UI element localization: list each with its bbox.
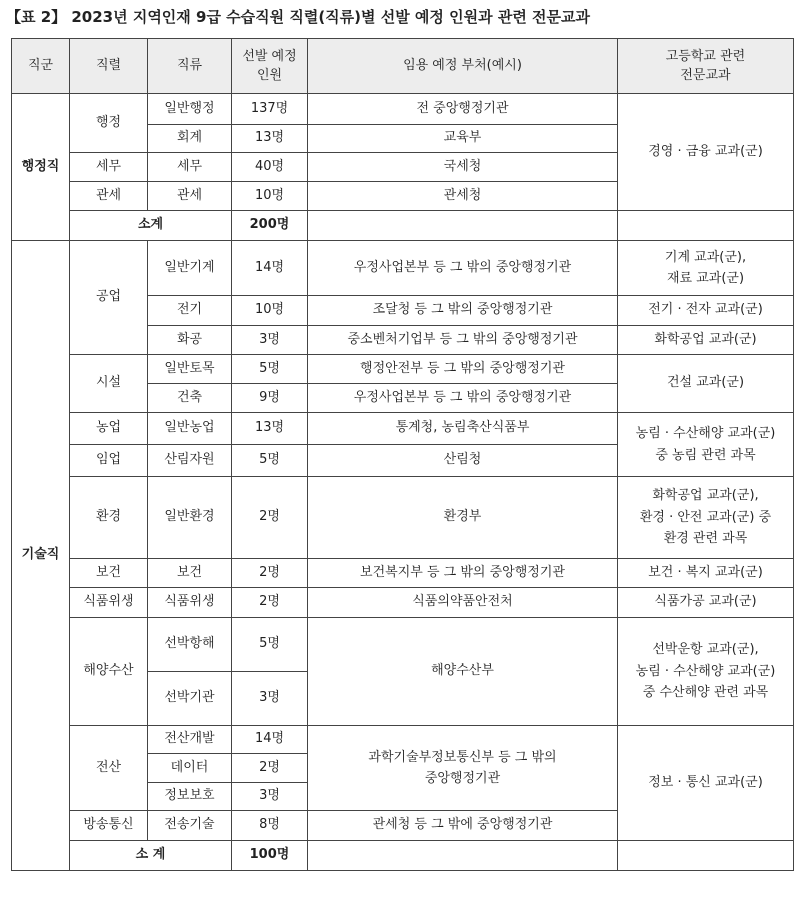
subject-cell: 전기 · 전자 교과(군) xyxy=(618,296,794,326)
count-cell: 14명 xyxy=(232,726,308,754)
dept-cell: 전 중앙행정기관 xyxy=(308,94,618,125)
subtotal-count: 200명 xyxy=(232,211,308,241)
subject-cell xyxy=(618,477,794,559)
class-cell: 데이터 xyxy=(148,754,232,783)
header-count-line2: 인원 xyxy=(256,68,283,83)
dept-line: 중앙행정기관 xyxy=(424,771,501,786)
count-cell: 5명 xyxy=(232,618,308,672)
header-dept: 임용 예정 부처(예시) xyxy=(308,39,618,94)
series-cell: 보건 xyxy=(70,559,148,588)
count-cell: 3명 xyxy=(232,672,308,726)
table-row xyxy=(12,726,794,754)
table-row xyxy=(12,241,794,296)
series-cell: 공업 xyxy=(70,241,148,355)
subtotal-label: 소계 xyxy=(70,211,232,241)
class-cell: 선박기관 xyxy=(148,672,232,726)
count-cell: 2명 xyxy=(232,477,308,559)
subject-line: 선박운항 교과(군), xyxy=(652,642,759,658)
subject-line: 농림 · 수산해양 교과(군) xyxy=(635,426,776,442)
count-cell: 137명 xyxy=(232,94,308,125)
dept-cell: 행정안전부 등 그 밖의 중앙행정기관 xyxy=(308,355,618,384)
table-row xyxy=(12,559,794,588)
class-cell: 선박항해 xyxy=(148,618,232,672)
table-row xyxy=(12,588,794,618)
class-cell: 전송기술 xyxy=(148,811,232,841)
table-row xyxy=(12,413,794,445)
header-count-line1: 선발 예정 xyxy=(242,48,297,64)
class-cell: 정보보호 xyxy=(148,783,232,811)
subject-line: 화학공업 교과(군), xyxy=(652,488,759,504)
dept-cell: 환경부 xyxy=(308,477,618,559)
count-cell: 10명 xyxy=(232,296,308,326)
header-row xyxy=(12,39,794,94)
table-title: 【표 2】 2023년 지역인재 9급 수습직원 직렬(직류)별 선발 예정 인원과 관련 전문교과 xyxy=(6,8,590,26)
class-cell: 식품위생 xyxy=(148,588,232,618)
table-row xyxy=(12,618,794,672)
count-cell: 14명 xyxy=(232,241,308,296)
series-cell: 해양수산 xyxy=(70,618,148,726)
class-cell: 일반기계 xyxy=(148,241,232,296)
dept-cell: 조달청 등 그 밖의 중앙행정기관 xyxy=(308,296,618,326)
subtotal-label: 소 계 xyxy=(70,841,232,871)
header-subject-line2: 전문교과 xyxy=(680,68,731,83)
empty-cell xyxy=(618,841,794,871)
dept-cell: 산림청 xyxy=(308,445,618,477)
count-cell: 3명 xyxy=(232,326,308,355)
series-cell: 식품위생 xyxy=(70,588,148,618)
dept-cell: 식품의약품안전처 xyxy=(308,588,618,618)
count-cell: 13명 xyxy=(232,413,308,445)
dept-cell: 교육부 xyxy=(308,125,618,153)
series-cell: 전산 xyxy=(70,726,148,811)
subject-cell: 화학공업 교과(군) xyxy=(618,326,794,355)
subject-cell: 건설 교과(군) xyxy=(618,355,794,413)
dept-cell xyxy=(308,726,618,811)
class-cell: 일반농업 xyxy=(148,413,232,445)
series-cell: 행정 xyxy=(70,94,148,153)
recruitment-table xyxy=(11,38,794,871)
series-cell: 방송통신 xyxy=(70,811,148,841)
class-cell: 회계 xyxy=(148,125,232,153)
subject-line: 중 수산해양 관련 과목 xyxy=(642,685,769,701)
count-cell: 9명 xyxy=(232,384,308,413)
empty-cell xyxy=(308,211,618,241)
subject-cell: 정보 · 통신 교과(군) xyxy=(618,726,794,841)
subtotal-count: 100명 xyxy=(232,841,308,871)
series-cell: 시설 xyxy=(70,355,148,413)
count-cell: 40명 xyxy=(232,153,308,182)
group-cell-admin: 행정직 xyxy=(12,94,70,241)
group-cell-tech: 기술직 xyxy=(12,241,70,871)
count-cell: 3명 xyxy=(232,783,308,811)
dept-cell: 우정사업본부 등 그 밖의 중앙행정기관 xyxy=(308,241,618,296)
table-row xyxy=(12,477,794,559)
dept-cell: 중소벤처기업부 등 그 밖의 중앙행정기관 xyxy=(308,326,618,355)
subject-cell: 식품가공 교과(군) xyxy=(618,588,794,618)
count-cell: 5명 xyxy=(232,355,308,384)
class-cell: 일반토목 xyxy=(148,355,232,384)
count-cell: 2명 xyxy=(232,754,308,783)
subtotal-row xyxy=(12,841,794,871)
class-cell: 전산개발 xyxy=(148,726,232,754)
series-cell: 임업 xyxy=(70,445,148,477)
dept-cell: 해양수산부 xyxy=(308,618,618,726)
subject-cell: 경영 · 금융 교과(군) xyxy=(618,94,794,211)
header-subject-line1: 고등학교 관련 xyxy=(665,48,746,64)
class-cell: 전기 xyxy=(148,296,232,326)
dept-line: 과학기술부정보통신부 등 그 밖의 xyxy=(368,749,557,765)
empty-cell xyxy=(618,211,794,241)
class-cell: 일반행정 xyxy=(148,94,232,125)
subject-line: 재료 교과(군) xyxy=(666,271,745,286)
subject-cell xyxy=(618,618,794,726)
dept-cell: 관세청 등 그 밖에 중앙행정기관 xyxy=(308,811,618,841)
header-group: 직군 xyxy=(12,39,70,94)
subject-line: 중 농림 관련 과목 xyxy=(655,447,756,463)
table-row xyxy=(12,94,794,125)
count-cell: 5명 xyxy=(232,445,308,477)
dept-cell: 관세청 xyxy=(308,182,618,211)
class-cell: 보건 xyxy=(148,559,232,588)
subject-cell: 보건 · 복지 교과(군) xyxy=(618,559,794,588)
count-cell: 13명 xyxy=(232,125,308,153)
count-cell: 2명 xyxy=(232,559,308,588)
subject-line: 농림 · 수산해양 교과(군) xyxy=(635,663,776,679)
class-cell: 건축 xyxy=(148,384,232,413)
count-cell: 2명 xyxy=(232,588,308,618)
dept-cell: 국세청 xyxy=(308,153,618,182)
series-cell: 농업 xyxy=(70,413,148,445)
subject-line: 환경 관련 과목 xyxy=(663,531,748,547)
series-cell: 세무 xyxy=(70,153,148,182)
dept-cell: 우정사업본부 등 그 밖의 중앙행정기관 xyxy=(308,384,618,413)
subtotal-row xyxy=(12,211,794,241)
class-cell: 화공 xyxy=(148,326,232,355)
class-cell: 관세 xyxy=(148,182,232,211)
count-cell: 8명 xyxy=(232,811,308,841)
subject-line: 환경 · 안전 교과(군) 중 xyxy=(639,509,772,525)
subject-cell xyxy=(618,413,794,477)
class-cell: 세무 xyxy=(148,153,232,182)
dept-cell: 보건복지부 등 그 밖의 중앙행정기관 xyxy=(308,559,618,588)
series-cell: 관세 xyxy=(70,182,148,211)
class-cell: 산림자원 xyxy=(148,445,232,477)
header-series: 직렬 xyxy=(70,39,148,94)
empty-cell xyxy=(308,841,618,871)
header-count xyxy=(232,39,308,94)
header-class: 직류 xyxy=(148,39,232,94)
subject-cell xyxy=(618,241,794,296)
dept-cell: 통계청, 농림축산식품부 xyxy=(308,413,618,445)
count-cell: 10명 xyxy=(232,182,308,211)
table-row xyxy=(12,355,794,384)
subject-line: 기계 교과(군), xyxy=(664,249,747,265)
header-subject xyxy=(618,39,794,94)
series-cell: 환경 xyxy=(70,477,148,559)
class-cell: 일반환경 xyxy=(148,477,232,559)
